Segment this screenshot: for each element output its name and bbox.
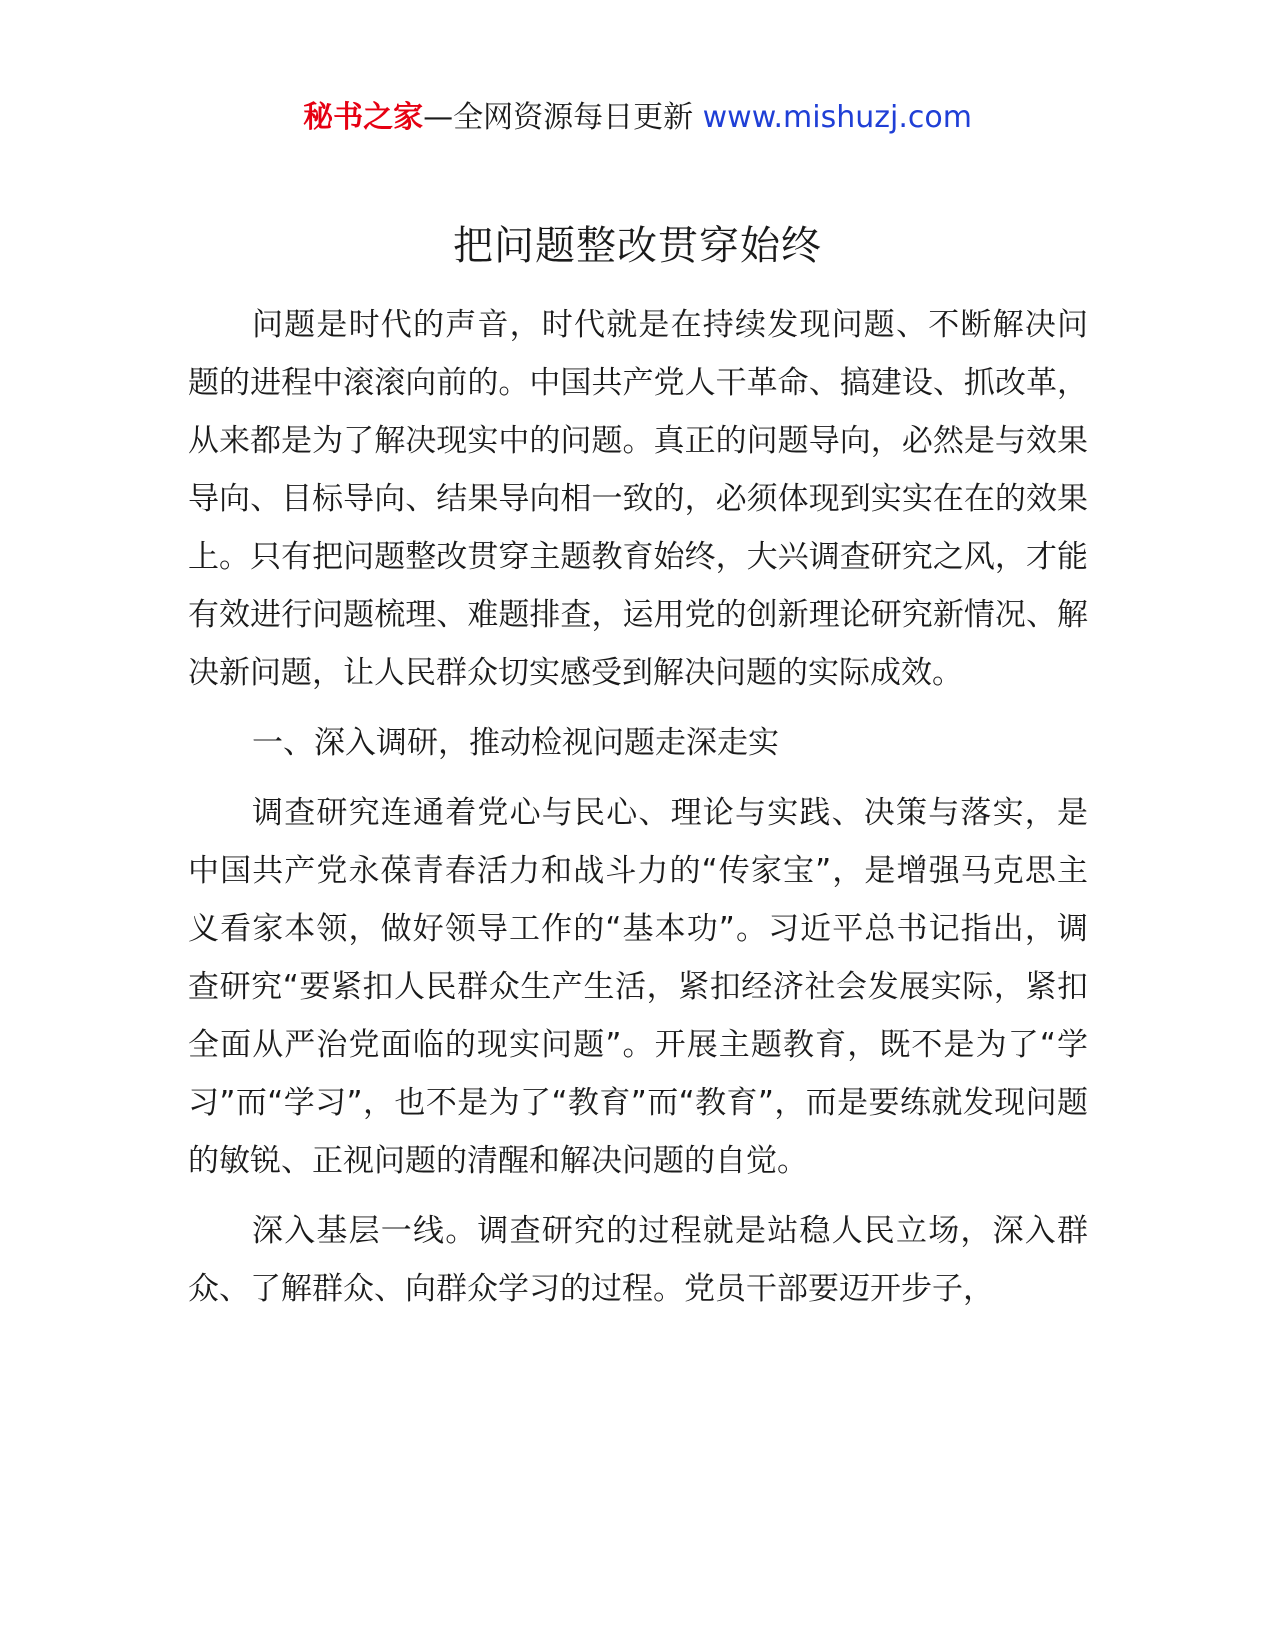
site-header [0, 96, 1275, 140]
document-body [188, 296, 1088, 1330]
document-title: 把问题整改贯穿始终 [453, 223, 822, 269]
site-url-link[interactable]: www.mishuzj.com [702, 100, 972, 135]
site-tagline: —全网资源每日更新 [423, 100, 694, 135]
paragraph-research: 调查研究连通着党心与民心、理论与实践、决策与落实，是中国共产党永葆青春活力和战斗力的“传家宝”，是增强马克思主义看家本领，做好领导工作的“基本功”。习近平总书记指出，调查研究“要紧扣人民群众生产生活，紧扣经济社会发展实际，紧扣全面从严治党面临的现实问题”。开展主题教育，既不是为了“学习”而“学习”，也不是为了“教育”而“教育”，而是要练就发现问题的敏锐、正视问题的清醒和解决问题的自觉。 [188, 795, 1088, 1179]
section-heading-1: 一、深入调研，推动检视问题走深走实 [252, 725, 779, 761]
paragraph-intro: 问题是时代的声音，时代就是在持续发现问题、不断解决问题的进程中滚滚向前的。中国共产党人干革命、搞建设、抓改革，从来都是为了解决现实中的问题。真正的问题导向，必然是与效果导向、目标导向、结果导向相一致的，必须体现到实实在在的效果上。只有把问题整改贯穿主题教育始终，大兴调查研究之风，才能有效进行问题梳理、难题排查，运用党的创新理论研究新情况、解决新问题，让人民群众切实感受到解决问题的实际成效。 [188, 307, 1088, 691]
paragraph-grassroots: 深入基层一线。调查研究的过程就是站稳人民立场，深入群众、了解群众、向群众学习的过程。党员干部要迈开步子， [188, 1213, 1088, 1307]
site-brand: 秘书之家 [303, 100, 424, 135]
